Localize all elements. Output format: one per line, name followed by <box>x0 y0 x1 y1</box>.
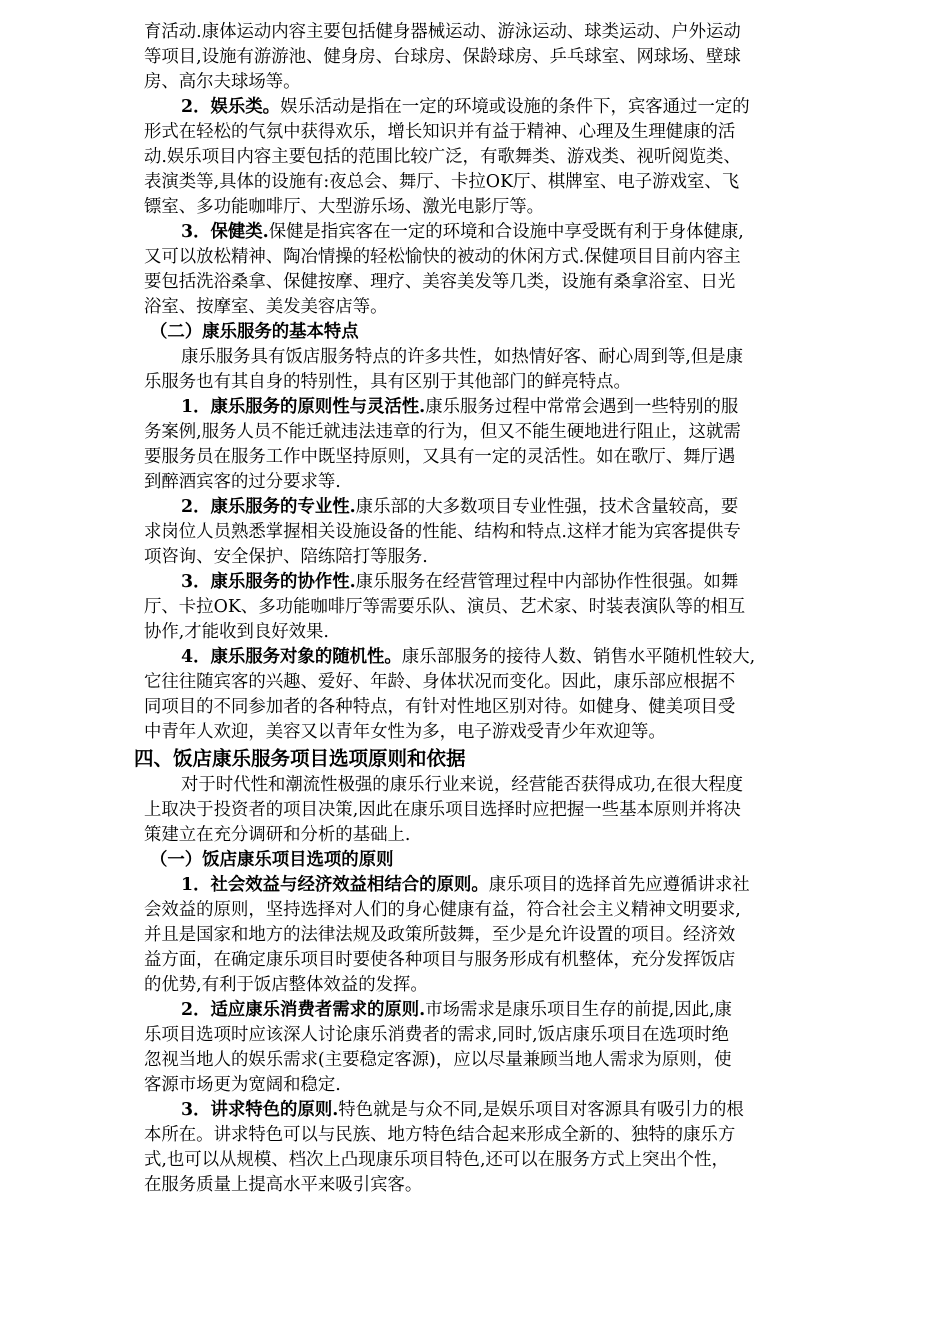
text-line <box>144 245 814 270</box>
text-line <box>144 620 814 645</box>
item-heading: 2．适应康乐消费者需求的原则. <box>181 1000 426 1020</box>
line-text: 房、高尔夫球场等。 <box>144 72 301 92</box>
line-text: 到醉酒宾客的过分要求等. <box>144 472 341 492</box>
line-text: 乐项目选项时应该深人讨论康乐消费者的需求,同时,饭店康乐项目在选项时绝 <box>144 1025 729 1045</box>
text-line <box>144 195 814 220</box>
paragraph-item <box>144 495 814 570</box>
item-heading: 3．讲求特色的原则. <box>181 1100 339 1120</box>
text-line <box>144 948 814 973</box>
line-text: 镖室、多功能咖啡厅、大型游乐场、激光电影厅等。 <box>144 197 544 217</box>
document-page <box>134 20 814 1198</box>
line-text: 娱乐活动是指在一定的环境或设施的条件下，宾客通过一定的 <box>280 97 750 117</box>
paragraph-item <box>144 570 814 645</box>
line-text: 会效益的原则，坚持选择对人们的身心健康有益，符合社会主义精神文明要求, <box>144 900 741 920</box>
text-line <box>144 70 814 95</box>
text-line <box>144 420 814 445</box>
line-text: （一）饭店康乐项目选项的原则 <box>150 850 394 870</box>
line-text: 康乐服务过程中常常会遇到一些特别的服 <box>425 397 739 417</box>
text-line <box>144 695 814 720</box>
text-line <box>144 320 814 345</box>
line-text: 式,也可以从规模、档次上凸现康乐项目特色,还可以在服务方式上突出个性， <box>144 1150 729 1170</box>
line-text: 忽视当地人的娱乐需求(主要稳定客源)，应以尽量兼顾当地人需求为原则，使 <box>144 1050 732 1070</box>
text-line <box>134 745 814 773</box>
text-line <box>144 170 814 195</box>
text-line <box>144 1148 814 1173</box>
text-line <box>144 645 814 670</box>
text-line <box>144 495 814 520</box>
line-text: 康乐项目的选择首先应遵循讲求社 <box>488 875 750 895</box>
line-text: 形式在轻松的气氛中获得欢乐，增长知识并有益于精神、心理及生理健康的活 <box>144 122 736 142</box>
text-line <box>144 20 814 45</box>
text-line <box>144 1098 814 1123</box>
item-heading: 1．康乐服务的原则性与灵活性. <box>181 397 426 417</box>
text-line <box>144 720 814 745</box>
line-text: 协作,才能收到良好效果. <box>144 622 329 642</box>
line-text: 厅、卡拉OK、多功能咖啡厅等需要乐队、演员、艺术家、时装表演队等的相互 <box>144 597 746 617</box>
line-text: 并且是国家和地方的法律法规及政策所鼓舞，至少是允许设置的项目。经济效 <box>144 925 736 945</box>
text-line <box>144 545 814 570</box>
text-line <box>144 395 814 420</box>
item-heading: 4．康乐服务对象的随机性。 <box>181 647 402 667</box>
line-text: 要服务员在服务工作中既坚持原则，又具有一定的灵活性。如在歌厅、舞厅遇 <box>144 447 736 467</box>
text-line <box>144 1048 814 1073</box>
item-heading: 2．娱乐类。 <box>181 97 281 117</box>
text-line <box>144 1173 814 1198</box>
line-text: 特色就是与众不同,是娱乐项目对客源具有吸引力的根 <box>338 1100 744 1120</box>
line-text: 浴室、按摩室、美发美容店等。 <box>144 297 388 317</box>
item-heading: 3．康乐服务的协作性. <box>181 572 356 592</box>
text-line <box>144 120 814 145</box>
line-text: （二）康乐服务的基本特点 <box>150 322 359 342</box>
paragraph-sub <box>144 848 814 873</box>
line-text: 项咨询、安全保护、陪练陪打等服务. <box>144 547 428 567</box>
item-heading: 2．康乐服务的专业性. <box>181 497 356 517</box>
paragraph-item <box>144 873 814 998</box>
line-text: 它往往随宾客的兴趣、爱好、年龄、身体状况而变化。因此，康乐部应根据不 <box>144 672 736 692</box>
text-line <box>144 998 814 1023</box>
paragraph-item <box>144 220 814 320</box>
text-line <box>144 345 814 370</box>
line-text: 在服务质量上提高水平来吸引宾客。 <box>144 1175 423 1195</box>
text-line <box>144 145 814 170</box>
text-line <box>144 670 814 695</box>
line-text: 的优势,有利于饭店整体效益的发挥。 <box>144 975 428 995</box>
line-text: 康乐服务在经营管理过程中内部协作性很强。如舞 <box>355 572 739 592</box>
paragraph-item <box>144 95 814 220</box>
text-line <box>144 973 814 998</box>
text-line <box>144 45 814 70</box>
line-text: 动.娱乐项目内容主要包括的范围比较广泛，有歌舞类、游戏类、视听阅览类、 <box>144 147 741 167</box>
line-text: 同项目的不同参加者的各种特点，有针对性地区别对待。如健身、健美项目受 <box>144 697 736 717</box>
line-text: 求岗位人员熟悉掌握相关设施设备的性能、结构和特点.这样才能为宾客提供专 <box>144 522 741 542</box>
text-line <box>144 923 814 948</box>
text-line <box>144 1023 814 1048</box>
line-text: 乐服务也有其自身的特别性，具有区别于其他部门的鲜亮特点。 <box>144 372 631 392</box>
text-line <box>144 95 814 120</box>
line-text: 康乐部的大多数项目专业性强，技术含量较高，要 <box>355 497 739 517</box>
line-text: 上取决于投资者的项目决策,因此在康乐项目选择时应把握一些基本原则并将决 <box>144 800 741 820</box>
paragraph-cont <box>144 20 814 95</box>
paragraph-item <box>144 1098 814 1198</box>
paragraph-para <box>144 345 814 395</box>
text-line <box>144 1123 814 1148</box>
item-heading: 1．社会效益与经济效益相结合的原则。 <box>181 875 489 895</box>
line-text: 保健是指宾客在一定的环境和合设施中享受既有利于身体健康, <box>268 222 744 242</box>
text-line <box>144 220 814 245</box>
paragraph-item <box>144 998 814 1098</box>
paragraph-sub <box>144 320 814 345</box>
paragraph-h1 <box>134 745 814 773</box>
text-line <box>144 848 814 873</box>
text-line <box>144 773 814 798</box>
text-line <box>144 470 814 495</box>
line-text: 策建立在充分调研和分析的基础上. <box>144 825 411 845</box>
line-text: 又可以放松精神、陶冶情操的轻松愉快的被动的休闲方式.保健项目目前内容主 <box>144 247 741 267</box>
line-text: 益方面，在确定康乐项目时要使各种项目与服务形成有机整体，充分发挥饭店 <box>144 950 736 970</box>
line-text: 四、饭店康乐服务项目选项原则和依据 <box>134 747 466 770</box>
text-line <box>144 823 814 848</box>
line-text: 康乐服务具有饭店服务特点的许多共性，如热情好客、耐心周到等,但是康 <box>181 347 744 367</box>
line-text: 务案例,服务人员不能迁就违法违章的行为，但又不能生硬地进行阻止，这就需 <box>144 422 741 442</box>
line-text: 客源市场更为宽阔和稳定. <box>144 1075 341 1095</box>
text-line <box>144 295 814 320</box>
line-text: 表演类等,具体的设施有:夜总会、舞厅、卡拉OK厅、棋牌室、电子游戏室、飞 <box>144 172 740 192</box>
line-text: 市场需求是康乐项目生存的前提,因此,康 <box>425 1000 732 1020</box>
text-line <box>144 798 814 823</box>
line-text: 中青年人欢迎，美容又以青年女性为多，电子游戏受青少年欢迎等。 <box>144 722 666 742</box>
line-text: 要包括洗浴桑拿、保健按摩、理疗、美容美发等几类，设施有桑拿浴室、日光 <box>144 272 736 292</box>
text-line <box>144 873 814 898</box>
item-heading: 3．保健类. <box>181 222 269 242</box>
text-line <box>144 570 814 595</box>
text-line <box>144 898 814 923</box>
text-line <box>144 520 814 545</box>
line-text: 康乐部服务的接待人数、销售水平随机性较大, <box>401 647 756 667</box>
text-line <box>144 370 814 395</box>
line-text: 本所在。讲求特色可以与民族、地方特色结合起来形成全新的、独特的康乐方 <box>144 1125 736 1145</box>
paragraph-item <box>144 645 814 745</box>
paragraph-para <box>144 773 814 848</box>
line-text: 等项目,设施有游游池、健身房、台球房、保龄球房、乒乓球室、网球场、壁球 <box>144 47 741 67</box>
text-line <box>144 1073 814 1098</box>
line-text: 对于时代性和潮流性极强的康乐行业来说，经营能否获得成功,在很大程度 <box>181 775 744 795</box>
line-text: 育活动.康体运动内容主要包括健身器械运动、游泳运动、球类运动、户外运动 <box>144 22 741 42</box>
text-line <box>144 595 814 620</box>
text-line <box>144 270 814 295</box>
text-line <box>144 445 814 470</box>
paragraph-item <box>144 395 814 495</box>
